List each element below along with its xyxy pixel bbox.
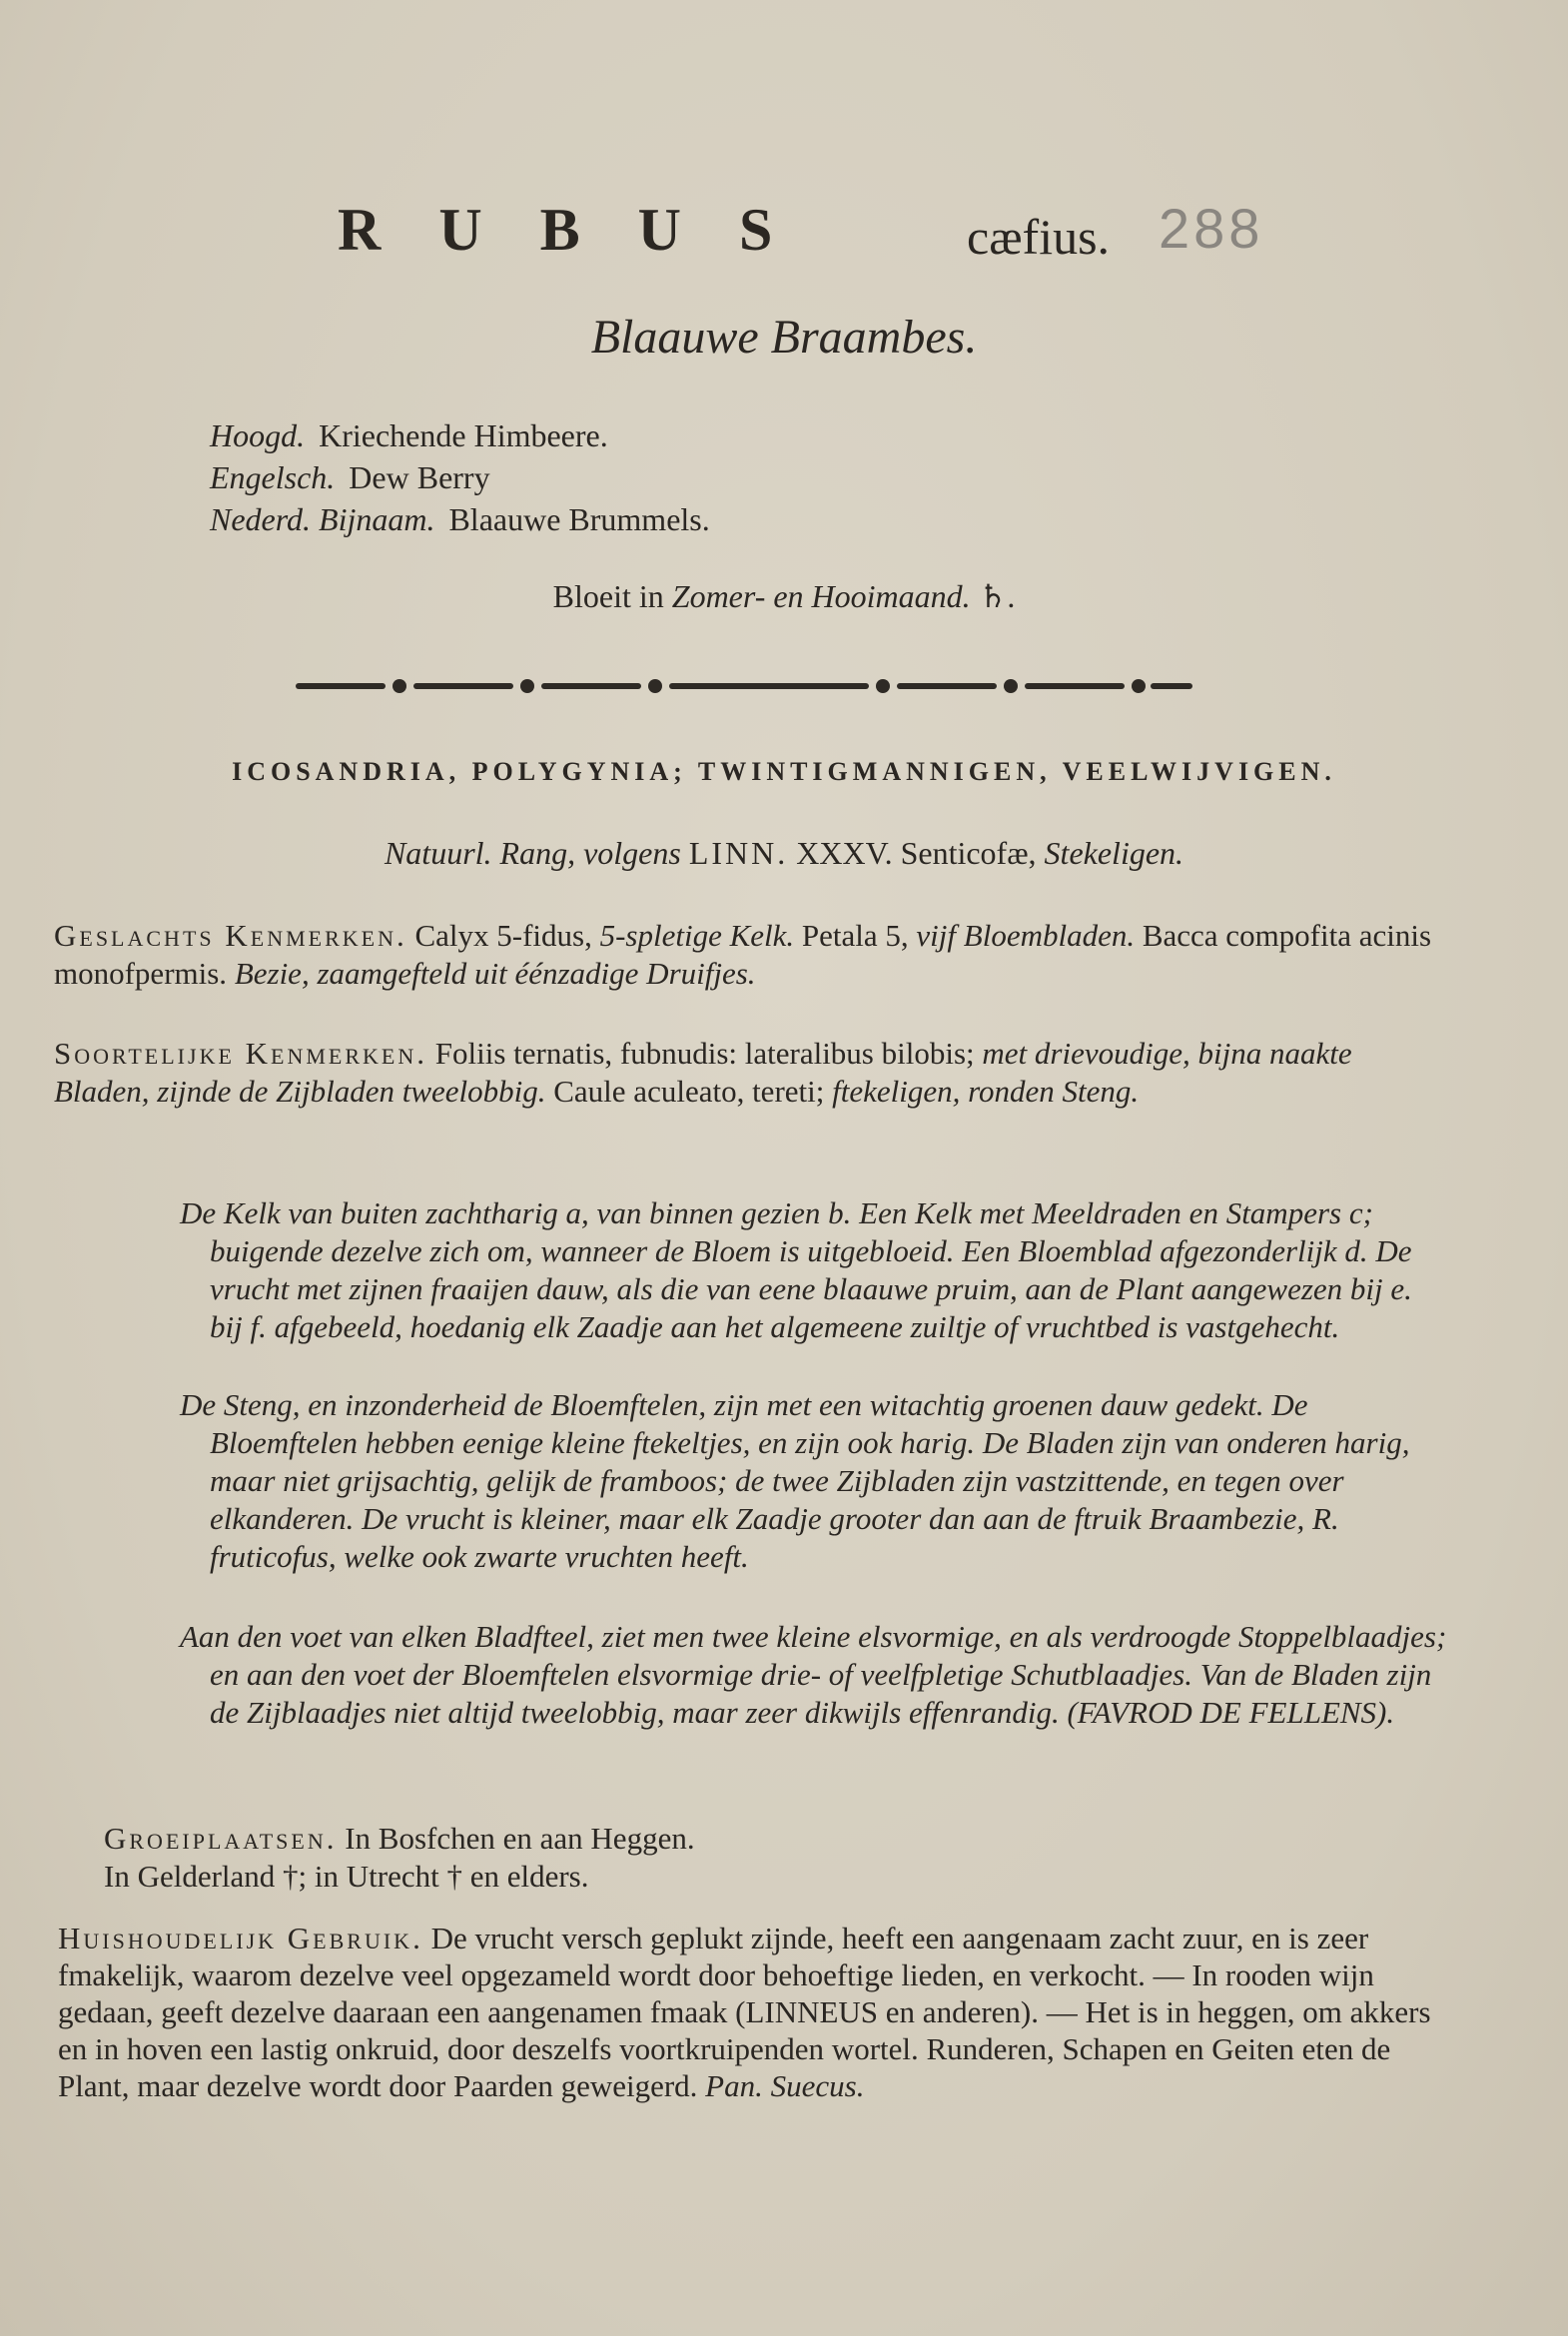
species-dutch: ftekeligen, ronden Steng. bbox=[832, 1074, 1140, 1109]
vernacular-names bbox=[210, 414, 710, 540]
species-heading: Soortelijke Kenmerken. bbox=[54, 1036, 427, 1071]
use-heading: Huishoudelijk Gebruik. bbox=[58, 1921, 423, 1955]
saturn-symbol: ♄. bbox=[978, 578, 1016, 614]
rank-author: LINN. bbox=[688, 835, 789, 871]
rank-dutch: Stekeligen. bbox=[1044, 835, 1184, 871]
description-paragraph bbox=[180, 1618, 1448, 1732]
name-value: Dew Berry bbox=[349, 459, 490, 495]
genus-title: RUBUS bbox=[338, 197, 831, 263]
bloom-months: Zomer- en Hooimaand. bbox=[671, 578, 971, 614]
bloom-prefix: Bloeit in bbox=[552, 578, 664, 614]
name-line bbox=[210, 456, 710, 498]
name-language: Engelsch. bbox=[210, 459, 336, 495]
use-reference: Pan. Suecus. bbox=[705, 2068, 865, 2103]
habitat-section bbox=[104, 1820, 1452, 1896]
rank-latin: Senticofæ, bbox=[900, 835, 1037, 871]
rank-label: Natuurl. Rang, volgens bbox=[384, 835, 681, 871]
habitat-text: In Bosfchen en aan Heggen. bbox=[345, 1821, 695, 1856]
bloom-period bbox=[0, 577, 1568, 615]
genus-text: Petala 5, bbox=[801, 918, 909, 953]
linnaean-classification: ICOSANDRIA, POLYGYNIA; TWINTIGMANNIGEN, VEELWIJVIGEN. bbox=[232, 757, 1336, 786]
name-line bbox=[210, 498, 710, 540]
description-text: Aan den voet van elken Bladfteel, ziet men twee kleine elsvormige, en als verdroogde Stoppelblaadjes; en aan den voet der Bloemftelen elsvormige drie- of veelfpletige Schutblaadjes. Van de Bladen zijn de Zijblaadjes niet altijd tweelobbig, maar zeer dikwijls effenrandig. (FAVROD DE FELLENS). bbox=[180, 1619, 1447, 1730]
use-text: De vrucht versch geplukt zijnde, heeft een aangenaam zacht zuur, en is zeer fmakelijk, waarom dezelve veel opgezameld wordt door behoeftige lieden, en verkocht. — In rooden wijn gedaan, geeft dezelve daaraan een aangenamen fmaak (LINNEUS en anderen). — Het is in heggen, om akkers en in hoven een lastig onkruid, door deszelfs voortkruipenden wortel. Runderen, Schapen en Geiten eten de Plant, maar dezelve wordt door Paarden geweigerd. bbox=[58, 1921, 1431, 2103]
name-language: Hoogd. bbox=[210, 417, 306, 453]
genus-dutch: Bezie, zaamgefteld uit éénzadige Druifjes. bbox=[234, 956, 756, 991]
habitat-line: In Gelderland †; in Utrecht † en elders. bbox=[104, 1859, 589, 1894]
description-paragraph bbox=[180, 1386, 1448, 1576]
description-text: De Kelk van buiten zachtharig a, van binnen gezien b. Een Kelk met Meeldraden en Stampers c; buigende dezelve zich om, wanneer de Bloem is uitgebloeid. Een Bloemblad afgezonderlijk d. De vrucht met zijnen fraaijen dauw, als die van eene blaauwe pruim, aan de Plant aangewezen bij e. bij f. afgebeeld, hoedanig elk Zaadje aan het algemeene zuiltje of vruchtbed is vastgehecht. bbox=[180, 1195, 1412, 1344]
page-number: 288 bbox=[1159, 197, 1264, 260]
genus-characters bbox=[54, 917, 1452, 993]
natural-rank bbox=[0, 835, 1568, 872]
species-text: Foliis ternatis, fubnudis: lateralibus bilobis; bbox=[434, 1036, 975, 1071]
habitat-heading: Groeiplaatsen. bbox=[104, 1821, 338, 1856]
name-line bbox=[210, 414, 710, 456]
household-use-section bbox=[58, 1920, 1456, 2104]
name-value: Kriechende Himbeere. bbox=[319, 417, 608, 453]
ornamental-divider bbox=[296, 675, 1192, 697]
description-paragraph bbox=[180, 1194, 1448, 1346]
title-row bbox=[0, 196, 1568, 286]
genus-text: Calyx 5-fidus, bbox=[414, 918, 592, 953]
name-value: Blaauwe Brummels. bbox=[448, 501, 710, 537]
habitat-line bbox=[104, 1820, 1452, 1858]
name-language: Nederd. Bijnaam. bbox=[210, 501, 435, 537]
rank-roman: XXXV. bbox=[796, 835, 893, 871]
species-text: Caule aculeato, tereti; bbox=[553, 1074, 825, 1109]
description-text: De Steng, en inzonderheid de Bloemftelen, zijn met een witachtig groenen dauw gedekt. De Bloemftelen hebben eenige kleine ftekeltjes, en zijn ook harig. De Bladen zijn van onderen harig, maar niet grijsachtig, gelijk de framboos; de twee Zijbladen zijn vastzittende, en tegen over elkanderen. De vrucht is kleiner, maar elk Zaadje grooter dan aan de ftruik Braambezie, R. fruticofus, welke ook zwarte vruchten heeft. bbox=[180, 1387, 1410, 1574]
genus-dutch: vijf Bloembladen. bbox=[916, 918, 1136, 953]
genus-text: Bacca compofita acinis monofpermis. bbox=[54, 918, 1432, 991]
dutch-common-name: Blaauwe Braambes. bbox=[590, 311, 978, 364]
genus-dutch: 5-spletige Kelk. bbox=[599, 918, 795, 953]
genus-heading: Geslachts Kenmerken. bbox=[54, 918, 407, 953]
species-characters bbox=[54, 1035, 1452, 1111]
species-name: cæfius. bbox=[967, 209, 1111, 265]
species-dutch: met drievoudige, bijna naakte Bladen, zijnde de Zijbladen tweelobbig. bbox=[54, 1036, 1352, 1109]
